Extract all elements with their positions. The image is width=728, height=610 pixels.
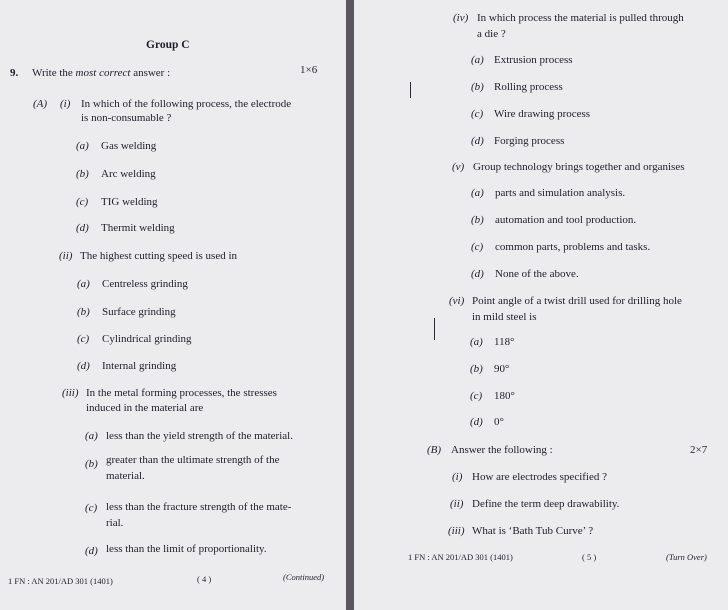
option-text: parts and simulation analysis. <box>495 187 626 199</box>
subq-iv-label: (iv) <box>453 12 469 24</box>
option-text: common parts, problems and tasks. <box>495 241 651 253</box>
b-item-label: (iii) <box>448 525 465 537</box>
option-text: Surface grinding <box>102 306 176 318</box>
footer-page-number: ( 5 ) <box>582 552 597 562</box>
subq-iv-line2: a die ? <box>477 28 506 40</box>
group-title: Group C <box>146 39 190 51</box>
part-b-marks: 2×7 <box>690 444 708 456</box>
footer-code: 1 FN : AN 201/AD 301 (1401) <box>408 552 513 562</box>
option-text: Internal grinding <box>102 360 177 372</box>
option-text: 0° <box>494 416 504 428</box>
subq-v-text: Group technology brings together and organises <box>473 161 685 173</box>
option-text: 180° <box>494 390 515 402</box>
subq-vi-line1: Point angle of a twist drill used for drilling hole <box>472 295 682 307</box>
option-label: (b) <box>471 81 484 93</box>
option-label: (c) <box>471 108 484 120</box>
option-label: (d) <box>471 268 484 280</box>
question-marks: 1×6 <box>300 64 318 76</box>
option-text: automation and tool production. <box>495 214 637 226</box>
subq-iv-line1: In which process the material is pulled through <box>477 12 684 24</box>
subq-ii-label: (ii) <box>59 250 73 262</box>
option-label: (a) <box>76 140 89 152</box>
question-instruction: Write the most correct answer : <box>32 67 171 79</box>
part-b-instruction: Answer the following : <box>451 444 553 456</box>
footer-note: (Turn Over) <box>666 552 707 562</box>
footer-code: 1 FN : AN 201/AD 301 (1401) <box>8 576 113 586</box>
subq-v-label: (v) <box>452 161 465 173</box>
option-label: (c) <box>470 390 483 402</box>
subq-i-label: (i) <box>60 98 71 110</box>
option-label: (d) <box>76 222 89 234</box>
option-label: (b) <box>85 458 98 470</box>
option-label: (a) <box>77 278 90 290</box>
option-label: (d) <box>471 135 484 147</box>
option-text: Centreless grinding <box>102 278 188 290</box>
subq-i-line2: is non-consumable ? <box>81 112 172 124</box>
option-label: (c) <box>77 333 90 345</box>
option-label: (d) <box>85 545 98 557</box>
option-label: (a) <box>85 430 98 442</box>
subq-iii-label: (iii) <box>62 387 79 399</box>
option-label: (d) <box>77 360 90 372</box>
option-label: (d) <box>470 416 483 428</box>
subq-iii-line1: In the metal forming processes, the stresses <box>86 387 277 399</box>
option-label: (b) <box>470 363 483 375</box>
option-label: (c) <box>85 502 98 514</box>
question-number: 9. <box>10 67 19 79</box>
option-text: 90° <box>494 363 510 375</box>
option-text: Gas welding <box>101 140 157 152</box>
right-page <box>364 0 728 610</box>
part-b-label: (B) <box>427 444 442 456</box>
b-item-label: (ii) <box>450 498 464 510</box>
subq-iii-line2: induced in the material are <box>86 402 204 414</box>
option-text: Cylindrical grinding <box>102 333 192 345</box>
option-label: (b) <box>471 214 484 226</box>
subq-vi-line2: in mild steel is <box>472 311 537 323</box>
option-text: rial. <box>106 517 124 529</box>
option-label: (a) <box>470 336 483 348</box>
b-item-text: How are electrodes specified ? <box>472 471 607 483</box>
option-text: Wire drawing process <box>494 108 591 120</box>
subq-vi-label: (vi) <box>449 295 465 307</box>
b-item-text: Define the term deep drawability. <box>472 498 620 510</box>
option-label: (a) <box>471 54 484 66</box>
pen-mark <box>434 318 435 340</box>
option-text: Arc welding <box>101 168 156 180</box>
option-text: material. <box>106 470 145 482</box>
option-text: Extrusion process <box>494 54 573 66</box>
pen-mark <box>410 82 411 98</box>
subq-i-line1: In which of the following process, the electrode <box>81 98 292 110</box>
b-item-label: (i) <box>452 471 463 483</box>
option-label: (c) <box>471 241 484 253</box>
option-text: TIG welding <box>101 196 158 208</box>
option-text: 118° <box>494 336 515 348</box>
option-label: (c) <box>76 196 89 208</box>
option-label: (b) <box>77 306 90 318</box>
page-fold <box>346 0 354 610</box>
footer-page-number: ( 4 ) <box>197 574 212 584</box>
b-item-text: What is ‘Bath Tub Curve’ ? <box>472 525 594 537</box>
footer-note: (Continued) <box>283 572 325 582</box>
option-label: (a) <box>471 187 484 199</box>
option-text: less than the limit of proportionality. <box>106 543 267 555</box>
part-a-label: (A) <box>33 98 48 110</box>
option-text: less than the fracture strength of the mate- <box>106 501 292 513</box>
option-text: less than the yield strength of the material. <box>106 430 293 442</box>
option-label: (b) <box>76 168 89 180</box>
option-text: None of the above. <box>495 268 579 280</box>
subq-ii-text: The highest cutting speed is used in <box>80 250 238 262</box>
option-text: Thermit welding <box>101 222 175 234</box>
option-text: Rolling process <box>494 81 563 93</box>
option-text: Forging process <box>494 135 565 147</box>
option-text: greater than the ultimate strength of the <box>106 454 280 466</box>
